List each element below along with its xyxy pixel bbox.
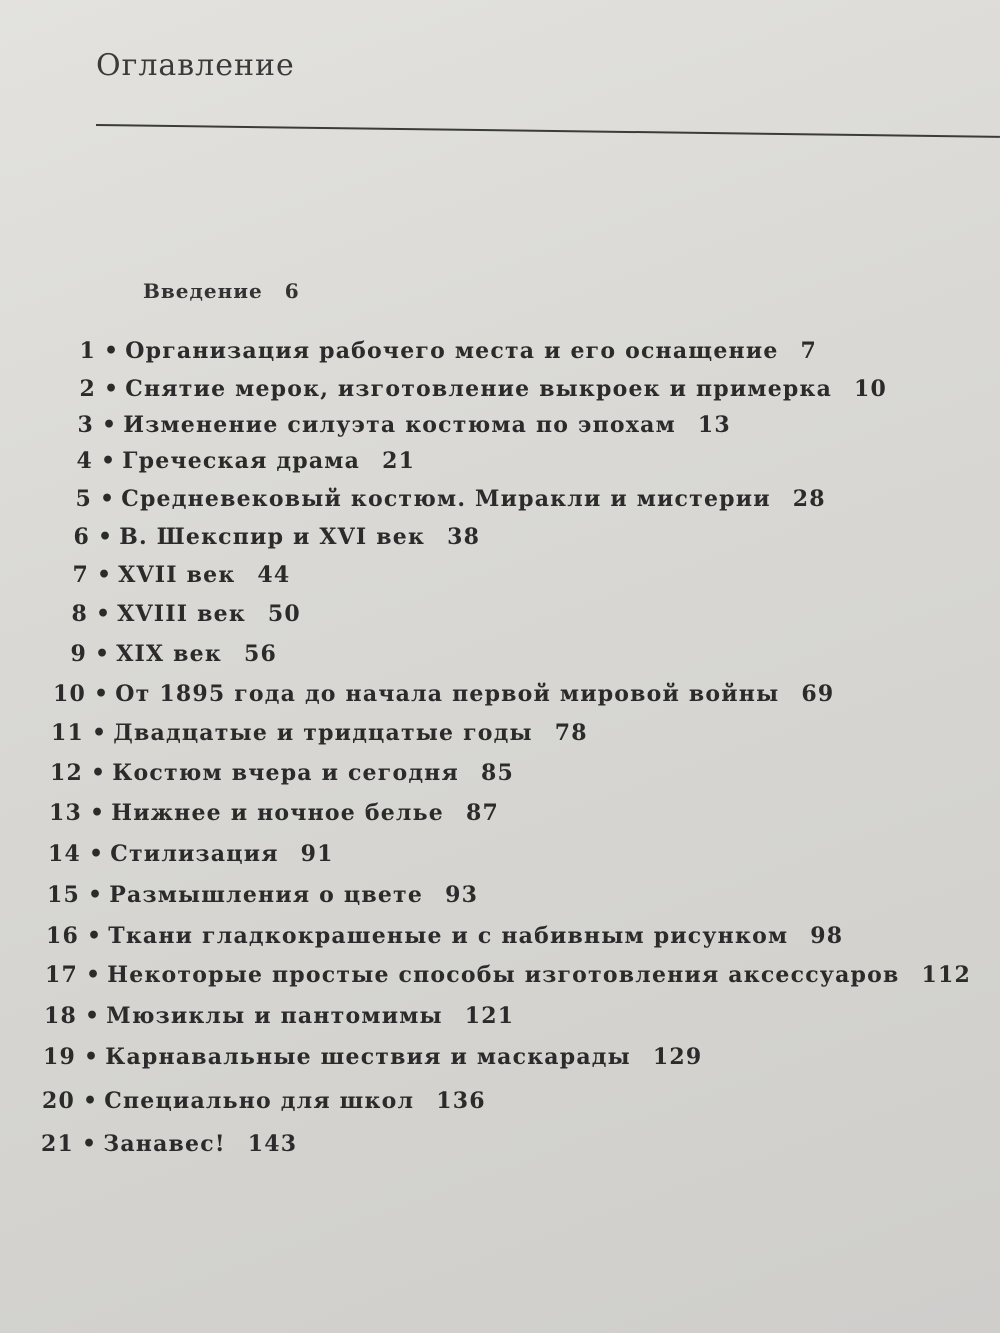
toc-entry-title: Изменение силуэта костюма по эпохам (123, 412, 676, 438)
toc-entry-title: Мюзиклы и пантомимы (106, 1003, 443, 1029)
toc-entry-number: 10 (52, 681, 86, 707)
page-title: Оглавление (96, 48, 295, 83)
toc-entry-title: От 1895 года до начала первой мировой войны (115, 681, 780, 707)
toc-entry-title: Костюм вчера и сегодня (112, 760, 459, 786)
toc-entry: 5 • Средневековый костюм. Миракли и мистерии 28 (44, 484, 826, 514)
toc-entry-title: Снятие мерок, изготовление выкроек и примерка (125, 376, 833, 402)
toc-entry-page: 121 (464, 1003, 515, 1029)
toc-entry-title: Двадцатые и тридцатые годы (113, 720, 533, 746)
toc-entry-page: 78 (554, 720, 588, 746)
toc-entry-title: В. Шекспир и XVI век (119, 524, 426, 550)
toc-entry-page: 87 (465, 800, 499, 826)
toc-entry-number: 2 (79, 376, 96, 402)
toc-entry: 3 • Изменение силуэта костюма по эпохам 13 (46, 410, 731, 440)
toc-entry-number: 4 (76, 448, 93, 474)
toc-entry-page: 129 (652, 1044, 703, 1070)
toc-entry-page: 112 (921, 962, 972, 988)
toc-entry-title: Размышления о цвете (109, 882, 424, 908)
toc-entry: 6 • В. Шекспир и XVI век 38 (42, 522, 480, 552)
toc-entry-page: 85 (480, 760, 514, 786)
toc-entry: 12 • Костюм вчера и сегодня 85 (35, 758, 514, 788)
toc-entry-number: 12 (49, 760, 83, 786)
toc-entry: 13 • Нижнее и ночное белье 87 (34, 798, 499, 828)
toc-entry: 11 • Двадцатые и тридцатые годы 78 (36, 718, 588, 748)
toc-entry-title: XVIII век (117, 601, 246, 627)
toc-entry-title: Стилизация (110, 841, 279, 867)
toc-entry-page: 13 (697, 412, 731, 438)
toc-entry-number: 8 (71, 601, 88, 627)
toc-entry: 8 • XVIII век 50 (40, 599, 301, 629)
toc-entry-number: 21 (40, 1131, 74, 1157)
toc-entry: 2 • Снятие мерок, изготовление выкроек и примерка 10 (48, 374, 887, 404)
toc-entry-title: Нижнее и ночное белье (111, 800, 444, 826)
toc-entry-number: 1 (79, 338, 96, 364)
toc-entry: 4 • Греческая драма 21 (45, 446, 415, 476)
toc-entry-title: Средневековый костюм. Миракли и мистерии (121, 486, 771, 512)
toc-entry-page: 21 (382, 448, 416, 474)
toc-entry-title: Греческая драма (122, 448, 361, 474)
toc-entry: 20 • Специально для школ 136 (27, 1086, 486, 1116)
toc-entry-page: 93 (445, 882, 479, 908)
toc-entry: 18 • Мюзиклы и пантомимы 121 (29, 1001, 514, 1031)
toc-entry: 17 • Некоторые простые способы изготовления аксессуаров 112 (30, 960, 971, 990)
toc-entry: 1 • Организация рабочего места и его оснащение 7 (48, 336, 817, 366)
toc-entry: 15 • Размышления о цвете 93 (32, 880, 478, 910)
toc-entry-title: Некоторые простые способы изготовления аксессуаров (107, 962, 900, 988)
toc-entry-number: 14 (47, 841, 81, 867)
toc-entry-title: Занавес! (103, 1131, 226, 1157)
intro-page: 6 (284, 279, 300, 303)
toc-entry-title: XVII век (118, 562, 236, 588)
toc-entry-number: 19 (42, 1044, 76, 1070)
toc-entry-number: 5 (75, 486, 92, 512)
toc-entry-page: 7 (800, 338, 818, 364)
toc-entry-number: 20 (41, 1088, 75, 1114)
toc-entry-page: 56 (243, 641, 277, 667)
toc-entry-page: 98 (810, 923, 844, 949)
toc-entry-number: 17 (44, 962, 78, 988)
toc-entry: 19 • Карнавальные шествия и маскарады 129 (28, 1042, 702, 1072)
toc-entry-title: Ткани гладкокрашеные и с набивным рисунком (108, 923, 789, 949)
toc-entry-number: 6 (73, 524, 90, 550)
toc-entry-title: Организация рабочего места и его оснащение (125, 338, 779, 364)
toc-entry: 16 • Ткани гладкокрашеные и с набивным рисунком 98 (31, 921, 843, 951)
toc-entry-page: 91 (300, 841, 334, 867)
toc-entry-page: 143 (247, 1131, 298, 1157)
toc-entry: 21 • Занавес! 143 (26, 1129, 297, 1159)
toc-entry-number: 15 (46, 882, 80, 908)
toc-entry-number: 13 (48, 800, 82, 826)
toc-entry-number: 9 (70, 641, 87, 667)
toc-entry-page: 136 (436, 1088, 486, 1114)
toc-entry: 9 • XIX век 56 (39, 639, 277, 669)
toc-entry: 14 • Стилизация 91 (33, 839, 334, 869)
toc-entry-title: Специально для школ (104, 1088, 415, 1114)
toc-entry: 7 • XVII век 44 (41, 560, 290, 590)
intro-label: Введение (143, 279, 263, 303)
toc-entry-page: 28 (792, 486, 826, 512)
toc-entry-title: XIX век (116, 641, 222, 667)
toc-entry-number: 7 (72, 562, 89, 588)
toc-entry-page: 69 (801, 681, 835, 707)
toc-entry-page: 44 (257, 562, 291, 588)
toc-entry-number: 18 (43, 1003, 77, 1029)
toc-entry-title: Карнавальные шествия и маскарады (105, 1044, 631, 1070)
toc-entry-number: 11 (50, 720, 84, 746)
toc-entry: 10 • От 1895 года до начала первой мировой войны 69 (38, 679, 834, 709)
toc-entry-page: 38 (447, 524, 481, 550)
toc-entry-number: 16 (45, 923, 79, 949)
toc-entry-page: 10 (854, 376, 888, 402)
toc-entry-page: 50 (267, 601, 301, 627)
toc-entry-number: 3 (77, 412, 94, 438)
